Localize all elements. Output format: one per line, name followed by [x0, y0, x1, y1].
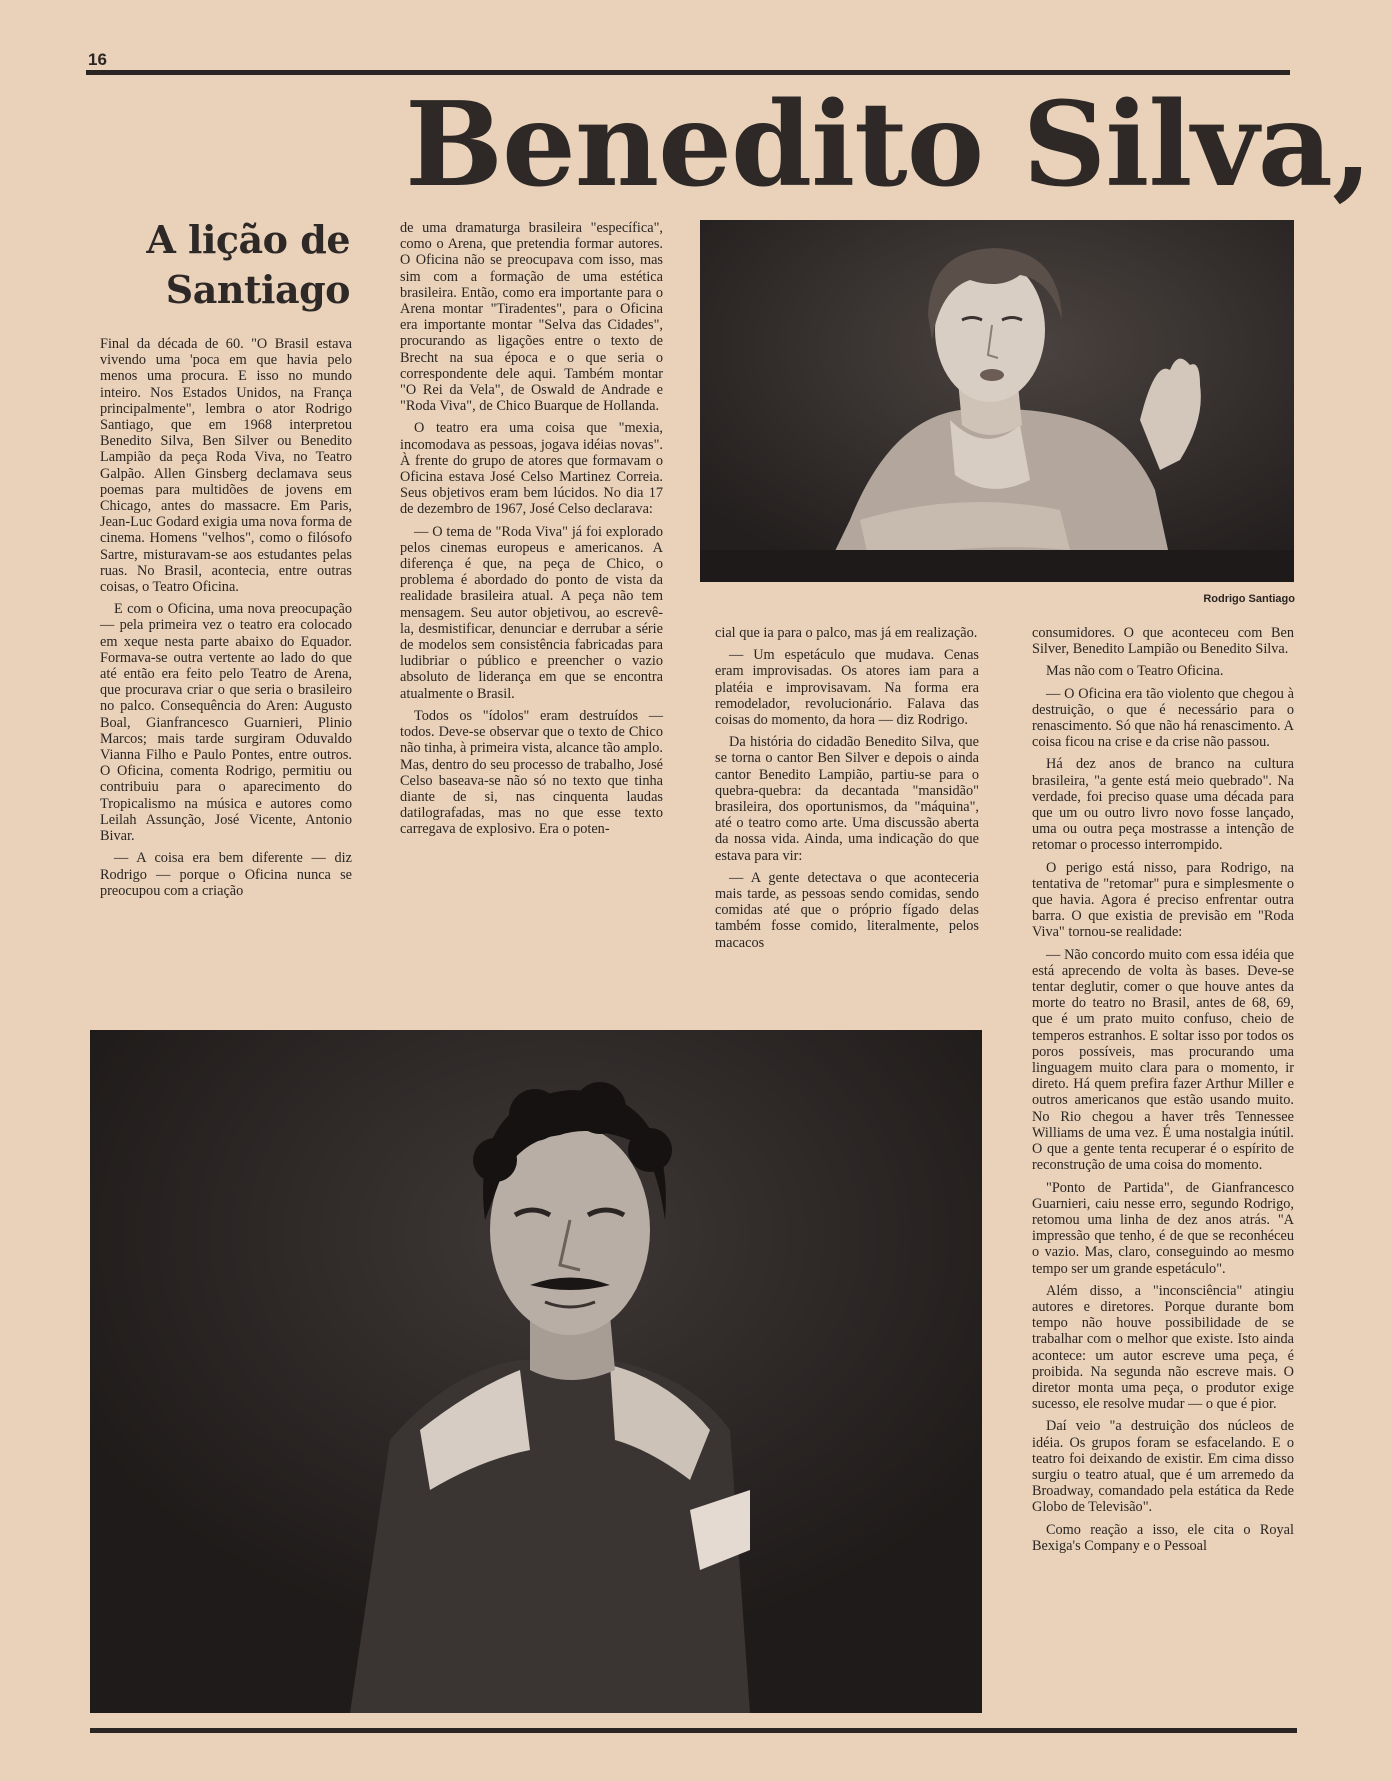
- article-paragraph: cial que ia para o palco, mas já em realização.: [715, 625, 978, 641]
- article-paragraph: — A gente detectava o que aconteceria mais tarde, as pessoas sendo comidas, sendo comidas até que o próprio fígado delas também fosse comido, literalmente, pelos macacos: [715, 869, 979, 951]
- article-paragraph: Há dez anos de branco na cultura brasileira, "a gente está meio quebrado". Na verdade, foi preciso quase uma década para que um ou outro livro novo fosse lançado, uma ou outra peça mostrasse a intenção de retomar o processo interrompido.: [1032, 756, 1294, 854]
- article-paragraph: — O Oficina era tão violento que chegou à destruição, o que é necessário para o renascimento. Só que não há renascimento. A coisa ficou na crise e da crise não passou.: [1032, 685, 1294, 751]
- article-paragraph: — O tema de "Roda Viva" já foi explorado pelos cinemas europeus e americanos. A diferença é que, na peça de Chico, o problema é abordado do ponto de vista da realidade brasileira atual. A peça não tem mensagem. Seu autor objetivou, ao escrevê-la, desmistificar, denunciar e derrubar a série de modelos sem consistência fabricadas para ludibriar o público e preencher o vazio absoluto de liderança em que se encontra atualmente o Brasil.: [400, 523, 663, 702]
- article-paragraph: — Um espetáculo que mudava. Cenas eram improvisadas. Os atores iam para a platéia e improvisavam. Na forma era remodelador, revolucionário. Falava das coisas do momento, da hora — diz Rodrigo.: [715, 647, 979, 729]
- photo-caption: Rodrigo Santiago: [1203, 593, 1295, 605]
- article-column-2: [400, 220, 663, 1010]
- subhead: [110, 215, 350, 315]
- article-paragraph: O teatro era uma coisa que "mexia, incomodava as pessoas, jogava idéias novas". À frente do grupo de atores que formavam o Oficina estava José Celso Martinez Correia. Seus objetivos eram bem lúcidos. No dia 17 de dezembro de 1967, José Celso declarava:: [400, 420, 663, 518]
- article-column-3: [715, 625, 979, 1010]
- headline: Benedito Silva,: [405, 77, 1372, 213]
- article-paragraph: — Não concordo muito com essa idéia que está aprecendo de volta às bases. Deve-se tentar deglutir, comer o que houve antes da morte do teatro no Brasil, antes de 68, 69, que é um prato muito confuso, cheio de temperos estranhos. E soltar isso por todos os poros possíveis, mas procurando uma linguagem muito clara para o momento, ir direto. Há quem prefira fazer Arthur Miller e outros americanos que estão usando muito. No Rio chegou a haver três Tennessee Williams de uma vez. É uma nostalgia inútil. O que a gente tenta recuperar é o espírito de reconstrução de uma coisa do momento.: [1032, 946, 1294, 1174]
- photo-singer: [90, 1030, 982, 1713]
- article-paragraph: "Ponto de Partida", de Gianfrancesco Guarnieri, caiu nesse erro, segundo Rodrigo, retomou uma linha de dez anos atrás. "A impressão que tenho, é de que se reconhéceu o vazio. Mas, claro, conseguindo ao mesmo tempo ser um grande espetáculo".: [1032, 1179, 1294, 1277]
- article-paragraph: Além disso, a "inconsciência" atingiu autores e diretores. Porque durante bom tempo não houve possibilidade de se trabalhar com o melhor que existe. Isto ainda acontece: um autor escreve uma peça, é proibida. Na segunda não escreve mais. O diretor monta uma peça, o produtor exige sucesso, ele resolve mudar — o que é pior.: [1032, 1282, 1294, 1413]
- bottom-rule: [90, 1728, 1297, 1733]
- subhead-line-2: Santiago: [165, 267, 350, 312]
- article-column-1: [100, 336, 352, 1011]
- page-number: 16: [88, 50, 107, 69]
- article-paragraph: Final da década de 60. "O Brasil estava vivendo uma 'poca em que havia pelo menos uma procura. E isso no mundo inteiro. Nos Estados Unidos, na França principalmente", lembra o ator Rodrigo Santiago, que em 1968 interpretou Benedito Silva, Ben Silver ou Benedito Lampião da peça Roda Viva, no Teatro Galpão. Allen Ginsberg declamava seus poemas para multidões de jovens em Chicago, antes do massacre. Em Paris, Jean-Luc Godard exigia uma nova forma de cinema. Homens "velhos", como o filósofo Sartre, misturavam-se aos estudantes pelas ruas. No Brasil, acontecia, entre outras coisas, o Teatro Oficina.: [100, 336, 352, 596]
- article-paragraph: Como reação a isso, ele cita o Royal Bexiga's Company e o Pessoal: [1032, 1521, 1294, 1554]
- article-paragraph: Da história do cidadão Benedito Silva, que se torna o cantor Ben Silver e depois o ainda cantor Benedito Lampião, partiu-se para o quebra-quebra: da decantada "mansidão" brasileira, dos oportunismos, da "máquina", até o teatro como arte. Uma discussão aberta da nossa vida. Ainda, uma indicação do que estava para vir:: [715, 734, 979, 864]
- article-paragraph: Mas não com o Teatro Oficina.: [1046, 663, 1224, 680]
- article-paragraph: Todos os "ídolos" eram destruídos — todos. Deve-se observar que o texto de Chico não tinha, à primeira vista, alcance tão amplo. Mas, dentro do seu processo de trabalho, José Celso baseava-se não só no texto que tinha diante de si, nas cinquenta laudas datilografadas, mas no que esse texto carregava de explosivo. Era o poten-: [400, 707, 663, 838]
- article-paragraph: Daí veio "a destruição dos núcleos de idéia. Os grupos foram se esfacelando. E o teatro foi deixando de existir. Em cima disso surgiu o teatro atual, que é um arremedo da Broadway, comandado pela estática da Rede Globo de Televisão".: [1032, 1418, 1294, 1516]
- article-paragraph: E com o Oficina, uma nova preocupação — pela primeira vez o teatro era colocado em xeque nesta parte abaixo do Equador. Formava-se outra vertente ao lado do que até então era feito pelo Teatro de Arena, que procurava criar o que seria o brasileiro no palco. Consequência do Aren: Augusto Boal, Gianfrancesco Guarnieri, Plinio Marcos; mais tarde surgiram Oduvaldo Vianna Filho e Paulo Pontes, entre outros. O Oficina, comenta Rodrigo, permitiu ou contribuiu para o aparecimento do Tropicalismo na música e autores como Leilah Assunção, José Vicente, Antonio Bivar.: [100, 601, 352, 845]
- top-rule: [86, 70, 1290, 75]
- photo-rodrigo-santiago: [700, 220, 1294, 582]
- subhead-line-1: A lição de: [146, 217, 350, 262]
- article-paragraph: O perigo está nisso, para Rodrigo, na tentativa de "retomar" pura e simplesmente o que havia. Agora é preciso enfrentar outra barra. O que existia de previsão em "Roda Viva" tornou-se realidade:: [1032, 859, 1294, 941]
- article-paragraph: consumidores. O que aconteceu com Ben Silver, Benedito Lampião ou Benedito Silva.: [1032, 625, 1294, 658]
- article-column-4: [1032, 625, 1294, 1715]
- article-paragraph: de uma dramaturga brasileira "específica", como o Arena, que pretendia formar autores. O Oficina não se preocupava com isso, mas sim com a formação de uma estética brasileira. Então, como era importante para o Arena montar "Tiradentes", para o Oficina era importante montar "Selva das Cidades", procurando as ligações entre o texto de Brecht na sua época e o que seria o correspondente dele aqui. Também montar "O Rei da Vela", de Oswald de Andrade e "Roda Viva", de Chico Buarque de Hollanda.: [400, 220, 663, 415]
- article-paragraph: — A coisa era bem diferente — diz Rodrigo — porque o Oficina nunca se preocupou com a criação: [100, 850, 352, 899]
